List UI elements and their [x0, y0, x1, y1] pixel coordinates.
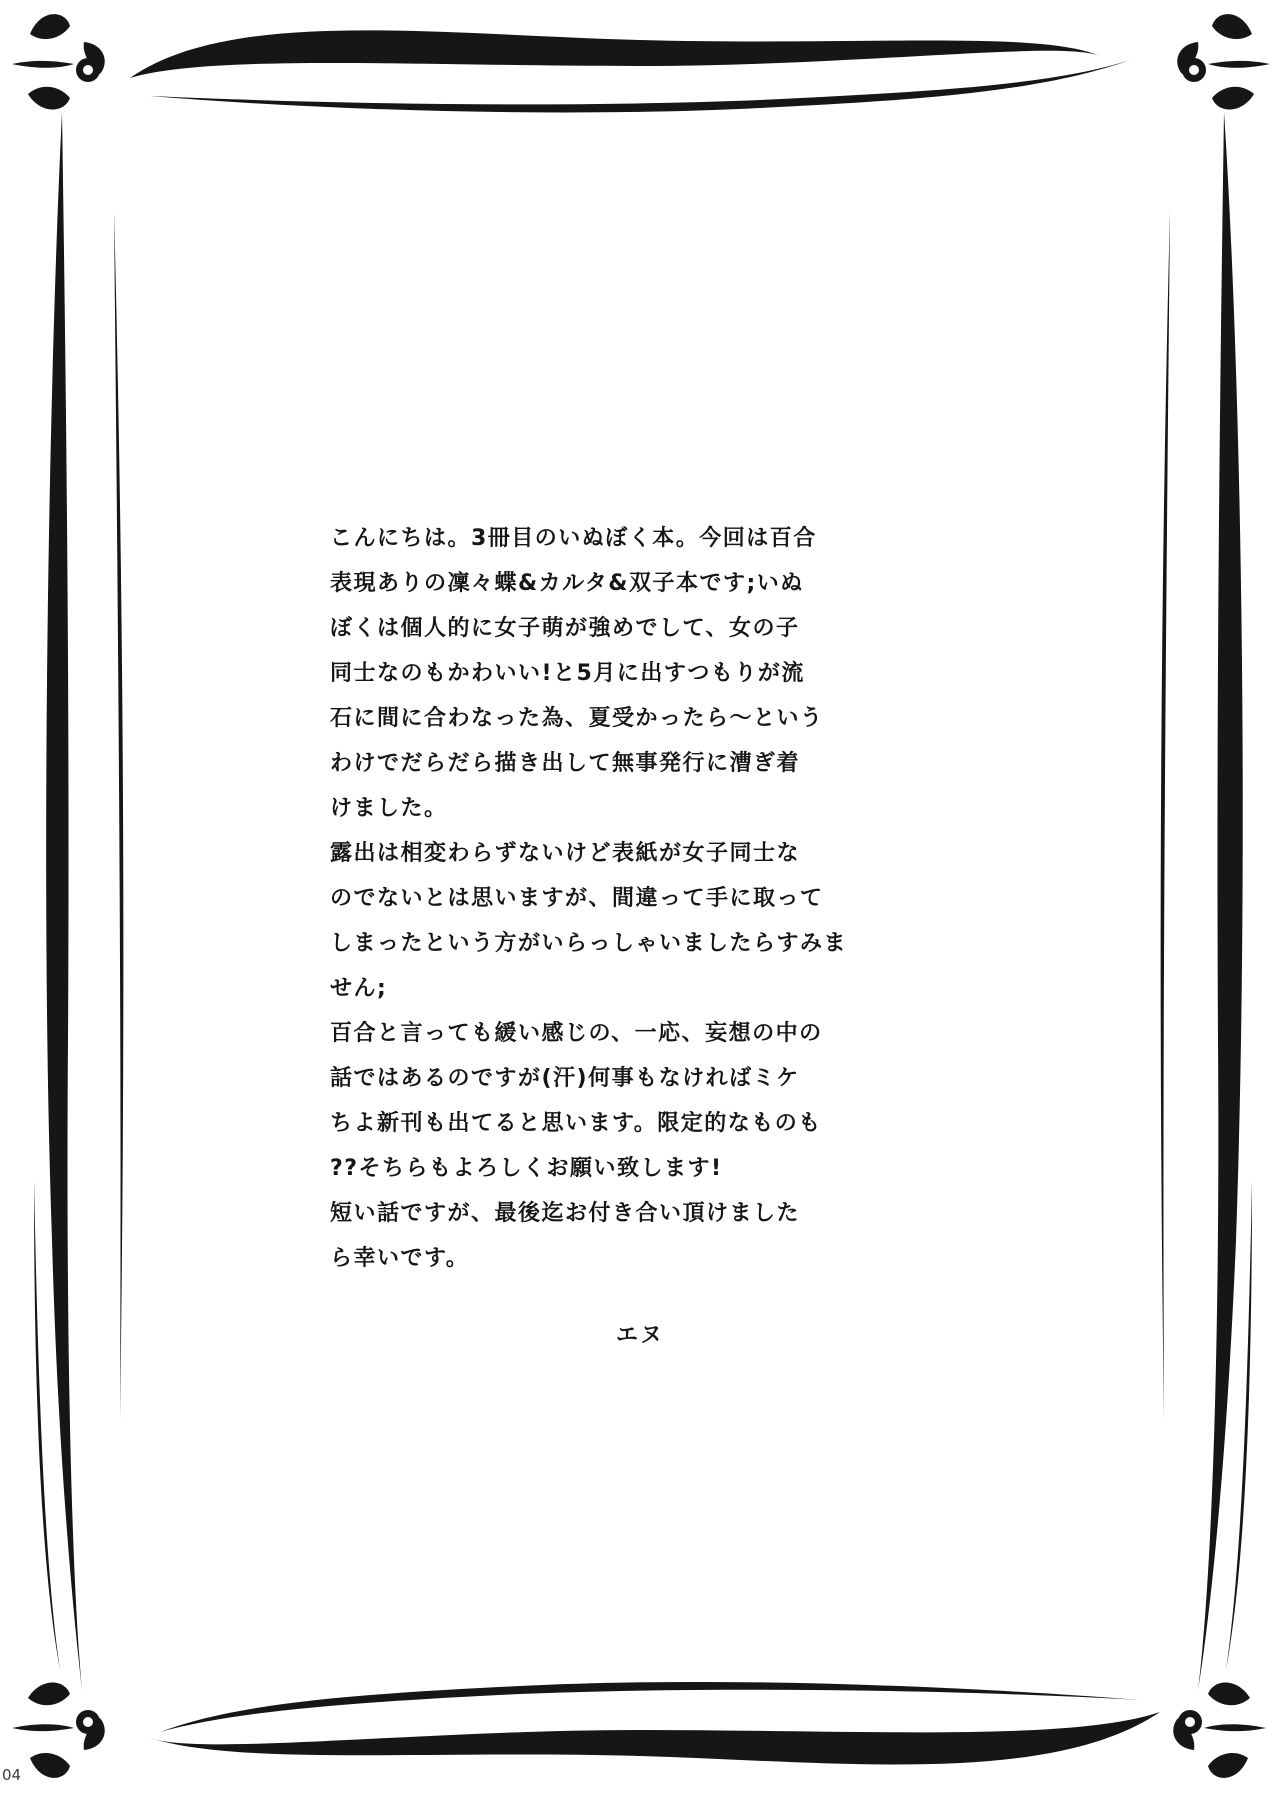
- page-number: 04: [2, 1766, 22, 1784]
- message-line: 同士なのもかわいい!と5月に出すつもりが流: [330, 661, 805, 686]
- message-line: ちよ新刊も出てると思います。限定的なものも: [330, 1111, 822, 1136]
- message-line: わけでだらだら描き出して無事発行に漕ぎ着: [330, 751, 801, 776]
- bottom-swash-thin: [160, 1682, 1140, 1732]
- leaf-scroll-icon: [12, 14, 105, 109]
- leaf-scroll-icon: [1177, 14, 1270, 109]
- right-blade: [1198, 112, 1243, 1690]
- message-line: 百合と言っても緩い感じの、一応、妄想の中の: [330, 1021, 823, 1046]
- bottom-swash: [150, 1712, 1160, 1765]
- message-line: ??そちらもよろしくお願い致します!: [330, 1156, 723, 1181]
- top-swash-thin: [150, 60, 1130, 112]
- message-line: 表現ありの凜々蝶&カルタ&双子本です;いぬ: [330, 571, 804, 596]
- message-line: しまったという方がいらっしゃいましたらすみま: [330, 931, 848, 956]
- message-line: ぼくは個人的に女子萌が強めでして、女の子: [330, 616, 800, 641]
- message-line: 露出は相変わらずないけど表紙が女子同士な: [330, 841, 801, 866]
- message-line: ら幸いです。: [330, 1246, 470, 1271]
- message-line: のでないとは思いますが、間違って手に取って: [330, 886, 824, 911]
- afterword-message: [330, 516, 970, 1281]
- author-signature: エヌ: [615, 1323, 664, 1348]
- message-line: せん;: [330, 976, 388, 1001]
- leaf-scroll-icon: [12, 1682, 105, 1777]
- left-thin-stroke: [114, 210, 123, 1420]
- message-line: こんにちは。3冊目のいぬぼく本。今回は百合: [330, 526, 817, 551]
- top-swash: [130, 30, 1100, 78]
- message-line: 話ではあるのですが(汗)何事もなければミケ: [330, 1066, 800, 1091]
- message-line: けました。: [330, 796, 448, 821]
- message-line: 短い話ですが、最後迄お付き合い頂けました: [330, 1201, 801, 1226]
- right-thin-stroke: [1161, 210, 1170, 1420]
- left-blade: [46, 112, 82, 1690]
- message-line: 石に間に合わなった為、夏受かったら～という: [330, 706, 824, 731]
- leaf-scroll-icon: [1173, 1682, 1266, 1777]
